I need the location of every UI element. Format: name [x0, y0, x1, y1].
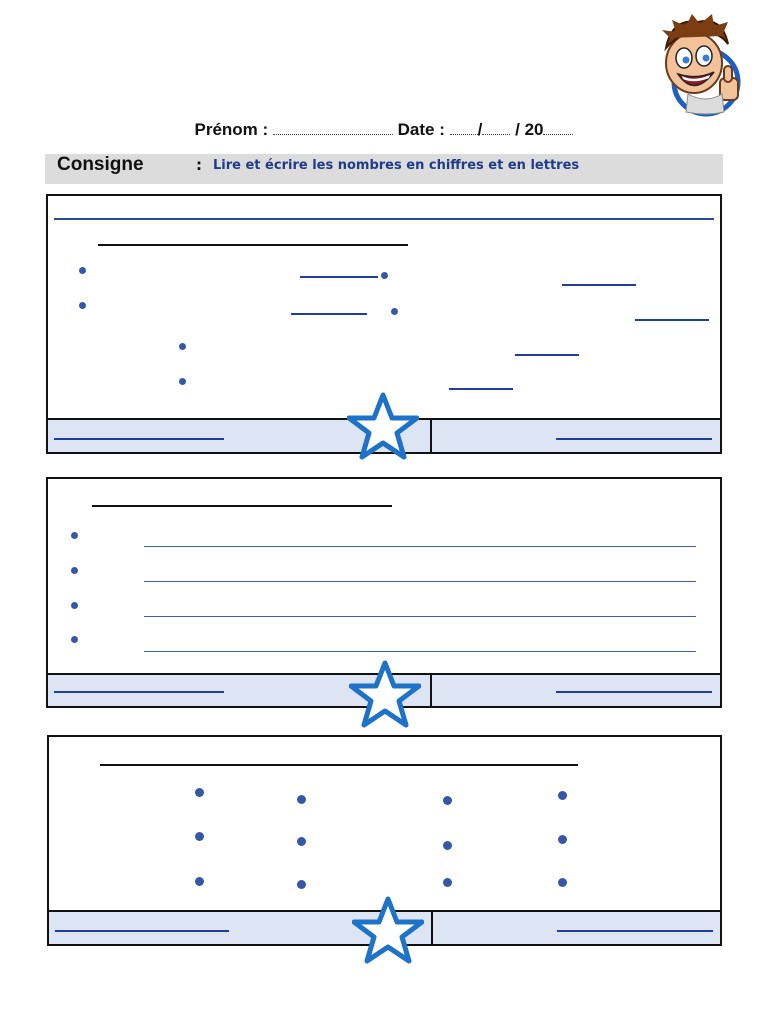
bullet	[443, 841, 452, 850]
answer-line[interactable]	[144, 581, 696, 582]
date-slash-2: /	[515, 120, 520, 139]
score-line-right[interactable]	[556, 691, 712, 693]
instruction-text: Lire et écrire les nombres en chiffres et en lettres	[213, 158, 580, 173]
prenom-label: Prénom :	[194, 120, 269, 139]
instruction-title: Consigne	[57, 154, 144, 175]
answer-line[interactable]	[562, 284, 636, 286]
answer-line[interactable]	[144, 616, 696, 617]
bullet	[79, 267, 86, 274]
bullet	[443, 796, 452, 805]
bullet	[195, 832, 204, 841]
mascot-thumbs-up-icon	[652, 8, 752, 118]
date-day-field[interactable]	[450, 122, 478, 135]
bullet	[297, 880, 306, 889]
date-label: Date :	[397, 120, 445, 139]
bullet	[79, 302, 86, 309]
exercise-1-title-line	[98, 244, 408, 246]
answer-line[interactable]	[635, 319, 709, 321]
exercise-3-title-line	[100, 764, 578, 766]
bullet	[195, 788, 204, 797]
answer-line[interactable]	[291, 313, 367, 315]
star-icon	[349, 659, 421, 731]
answer-line[interactable]	[144, 546, 696, 547]
bullet	[391, 308, 398, 315]
bullet	[71, 532, 78, 539]
footer-divider	[430, 675, 432, 706]
date-year: 20	[524, 120, 544, 139]
score-line-left[interactable]	[54, 691, 224, 693]
score-line-left[interactable]	[54, 438, 224, 440]
footer-divider	[431, 912, 433, 944]
star-icon	[347, 391, 419, 463]
bullet	[558, 878, 567, 887]
bullet	[297, 795, 306, 804]
bullet	[443, 878, 452, 887]
bullet	[179, 378, 186, 385]
answer-line[interactable]	[515, 354, 579, 356]
date-year-field[interactable]	[543, 122, 573, 135]
score-line-right[interactable]	[556, 438, 712, 440]
bullet	[71, 602, 78, 609]
answer-line[interactable]	[300, 276, 378, 278]
bullet	[558, 835, 567, 844]
answer-line[interactable]	[144, 651, 696, 652]
answer-line[interactable]	[449, 388, 513, 390]
prenom-field[interactable]	[273, 122, 393, 135]
bullet	[297, 837, 306, 846]
date-slash-1: /	[477, 120, 483, 139]
bullet	[558, 791, 567, 800]
bullet	[179, 343, 186, 350]
bullet	[381, 272, 388, 279]
instruction-colon: :	[196, 156, 202, 174]
footer-divider	[430, 420, 432, 452]
bullet	[195, 877, 204, 886]
score-line-right[interactable]	[557, 930, 713, 932]
exercise-1-top-rule	[54, 218, 714, 220]
bullet	[71, 636, 78, 643]
exercise-2-title-line	[92, 505, 392, 507]
star-icon	[352, 895, 424, 967]
instruction-bar	[45, 154, 723, 184]
score-line-left[interactable]	[55, 930, 229, 932]
date-month-field[interactable]	[482, 122, 510, 135]
bullet	[71, 567, 78, 574]
student-info-line	[0, 120, 768, 140]
